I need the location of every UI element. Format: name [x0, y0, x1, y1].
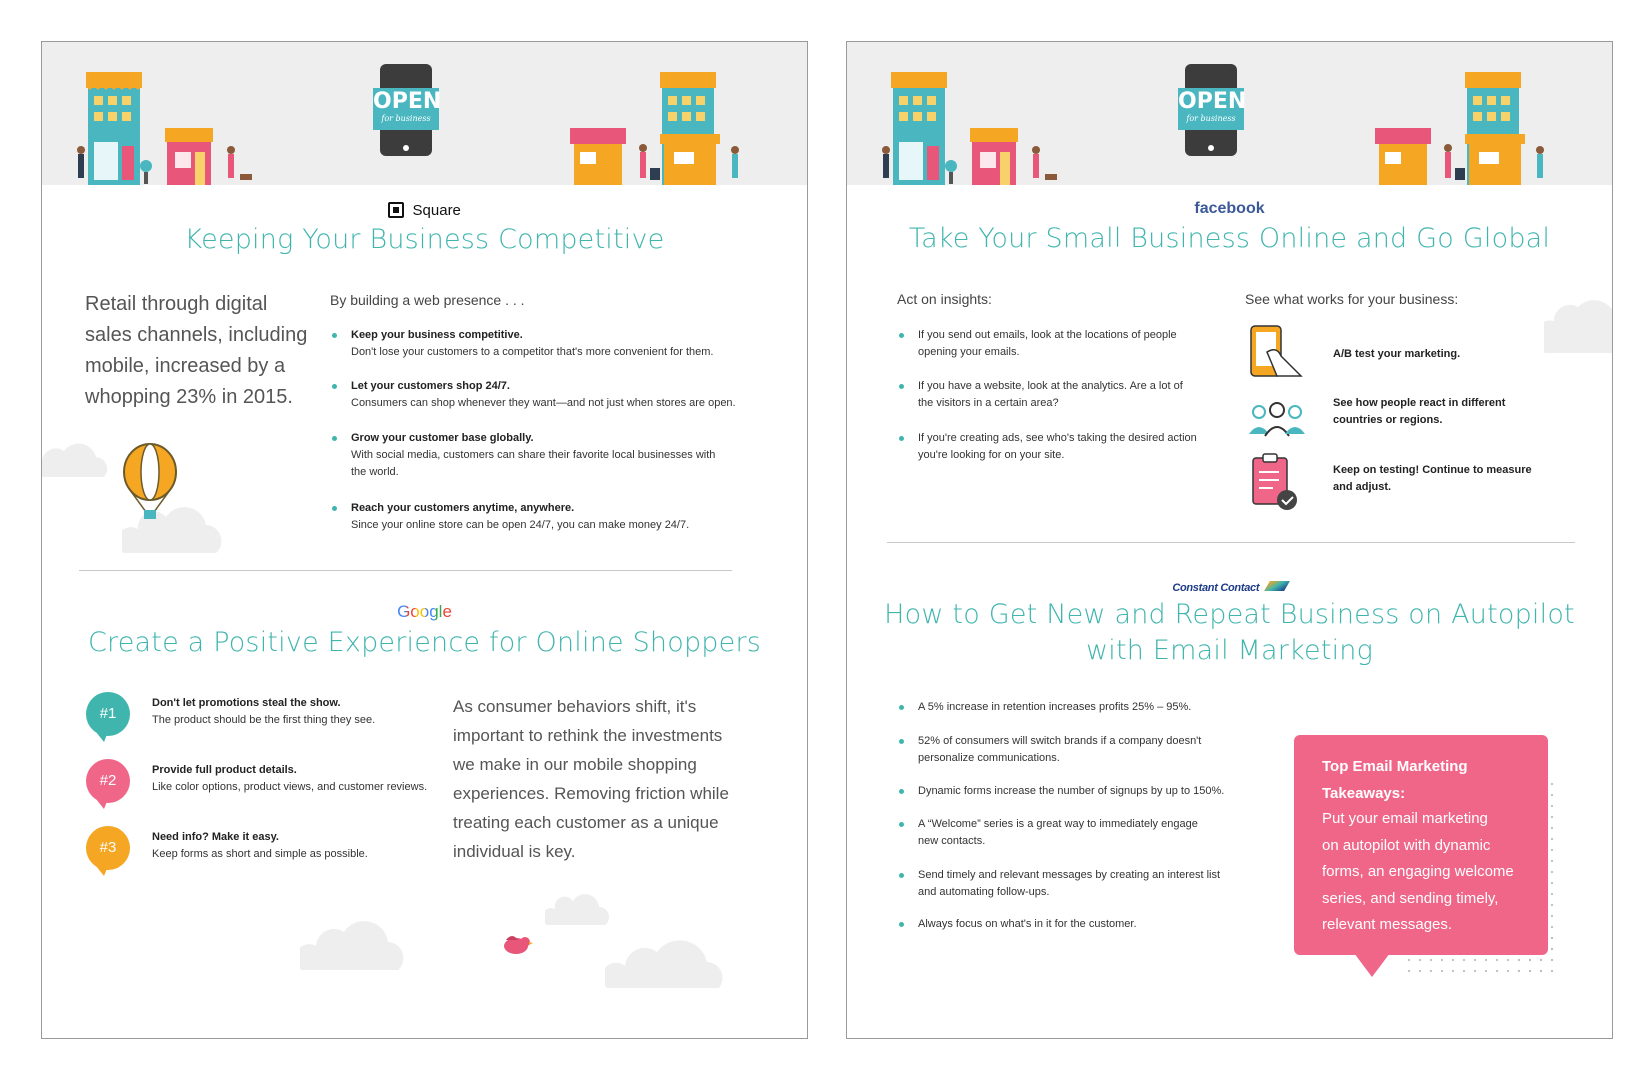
- takeaway-body-line: forms, an engaging welcome: [1322, 863, 1514, 880]
- bullet-icon: [899, 822, 904, 827]
- bullet-icon: [899, 333, 904, 338]
- item-line: Dynamic forms increase the number of signups by up to 150%.: [918, 785, 1225, 797]
- tip-badge-2: #2: [86, 759, 130, 803]
- item-line: A 5% increase in retention increases profits 25% – 95%.: [918, 701, 1192, 713]
- takeaway-body-line: on autopilot with dynamic: [1322, 836, 1491, 854]
- item-line: you're looking for on your site.: [918, 449, 1065, 461]
- item-body: Since your online store can be open 24/7, you can make money 24/7.: [351, 519, 690, 531]
- item-line: and automating follow-ups.: [918, 886, 1050, 898]
- tip-badge-3: #3: [86, 826, 130, 870]
- works-heading: See what works for your business:: [1245, 291, 1459, 307]
- item-line: Always focus on what's in it for the customer.: [918, 918, 1137, 930]
- quote-line: important to rethink the investments: [453, 726, 723, 745]
- takeaway-body-line: Put your email marketing: [1322, 810, 1488, 827]
- bird-icon: [498, 932, 534, 958]
- item-line: opening your emails.: [918, 346, 1020, 358]
- takeaway-body-line: relevant messages.: [1322, 916, 1453, 933]
- tip-head: Provide full product details.: [152, 764, 297, 776]
- bullet-icon: [899, 384, 904, 389]
- callout-tail: [1354, 953, 1390, 977]
- item-body: Consumers can shop whenever they want—and not just when stores are open.: [351, 397, 736, 409]
- cloud-icon: [545, 890, 609, 928]
- bullet-icon: [899, 705, 904, 710]
- square-lead-text: [85, 289, 325, 413]
- item-line: If you're creating ads, see who's taking the desired action: [918, 432, 1197, 444]
- bullet-icon: [332, 384, 337, 389]
- open-sign-main: OPEN: [373, 89, 442, 114]
- item-line: Send timely and relevant messages by creating an interest list: [918, 869, 1221, 881]
- swoosh-icon: [1264, 581, 1290, 591]
- tip-body: Keep forms as short and simple as possible.: [152, 848, 368, 860]
- tip-item: [152, 762, 452, 796]
- google-brand-text: Google: [397, 602, 452, 621]
- lead-line: Retail through digital: [85, 293, 268, 315]
- bullet-icon: [899, 873, 904, 878]
- takeaways-title: [1322, 753, 1532, 807]
- tip-head: Need info? Make it easy.: [152, 831, 279, 843]
- section-divider: [79, 570, 732, 571]
- facebook-section-title: Take Your Small Business Online and Go Global: [908, 223, 1551, 254]
- lead-line: whopping 23% in 2015.: [85, 386, 293, 408]
- takeaways-body: [1322, 806, 1532, 939]
- cloud-icon: [42, 432, 112, 482]
- web-presence-intro: By building a web presence . . .: [330, 292, 525, 308]
- open-sign-text: [1178, 89, 1247, 124]
- bullet-icon: [899, 436, 904, 441]
- takeaways-callout: [1294, 735, 1548, 955]
- left-page: [41, 41, 808, 1039]
- takeaway-title-line: Top Email Marketing: [1322, 758, 1468, 775]
- constant-contact-brand-text: Constant Contact: [1172, 582, 1260, 594]
- works-line: and adjust.: [1333, 481, 1392, 493]
- item-line: A “Welcome” series is a great way to immediately engage: [918, 818, 1198, 830]
- google-quote-text: [453, 692, 753, 866]
- bullet-icon: [332, 436, 337, 441]
- google-section-title: Create a Positive Experience for Online Shoppers: [87, 627, 762, 658]
- storefront-banner: [847, 42, 1612, 185]
- item-line: 52% of consumers will switch brands if a company doesn't: [918, 735, 1202, 747]
- bullet-icon: [899, 922, 904, 927]
- hot-air-balloon-icon: [122, 442, 182, 524]
- works-line: A/B test your marketing.: [1333, 348, 1461, 360]
- square-brand-text: Square: [412, 202, 461, 219]
- open-sign-main: OPEN: [1178, 89, 1247, 114]
- takeaway-body-line: series, and sending timely,: [1322, 889, 1499, 907]
- bullet-icon: [332, 333, 337, 338]
- cloud-icon: [605, 932, 723, 990]
- item-body: Don't lose your customers to a competitor that's more convenient for them.: [351, 346, 714, 358]
- open-sign-sub: for business: [381, 114, 431, 123]
- facebook-logo: facebook: [1194, 200, 1265, 217]
- square-logo: [42, 202, 807, 220]
- quote-line: individual is key.: [453, 842, 576, 861]
- works-item: [1333, 346, 1460, 363]
- bullet-icon: [899, 739, 904, 744]
- item-head: Reach your customers anytime, anywhere.: [351, 502, 575, 514]
- lead-line: mobile, increased by a: [85, 355, 286, 377]
- quote-line: As consumer behaviors shift, it's: [453, 697, 697, 716]
- tip-badge-1: #1: [86, 692, 130, 736]
- tip-body: The product should be the first thing they see.: [152, 714, 376, 726]
- works-item: [1333, 462, 1532, 496]
- quote-line: we make in our mobile shopping: [453, 755, 697, 774]
- clipboard-check-icon: [1251, 452, 1301, 512]
- quote-line: experiences. Removing friction while: [453, 784, 729, 803]
- item-line: If you send out emails, look at the locations of people: [918, 329, 1177, 341]
- takeaway-title-line: Takeaways:: [1322, 785, 1406, 802]
- right-page: [846, 41, 1613, 1039]
- phone-tap-icon: [1249, 324, 1315, 380]
- square-section-title: Keeping Your Business Competitive: [184, 224, 665, 255]
- item-line: new contacts.: [918, 835, 986, 847]
- item-body: the world.: [351, 466, 399, 478]
- bullet-icon: [332, 506, 337, 511]
- item-head: Let your customers shop 24/7.: [351, 380, 510, 392]
- constant-contact-section-title: [847, 597, 1612, 669]
- works-line: See how people react in different: [1333, 397, 1506, 409]
- cloud-icon: [1544, 297, 1613, 357]
- tip-item: [152, 695, 442, 729]
- item-head: Keep your business competitive.: [351, 329, 523, 341]
- tip-head: Don't let promotions steal the show.: [152, 697, 341, 709]
- lead-line: sales channels, including: [85, 324, 308, 346]
- constant-contact-logo: [847, 578, 1612, 596]
- quote-line: treating each customer as a unique: [453, 813, 719, 832]
- square-icon: [388, 202, 404, 218]
- open-sign-sub: for business: [1186, 114, 1236, 123]
- open-sign-text: [373, 89, 442, 124]
- section-divider: [887, 542, 1575, 543]
- title-line: How to Get New and Repeat Business on Autopilot: [884, 599, 1575, 630]
- cloud-icon: [300, 912, 404, 974]
- item-head: Grow your customer base globally.: [351, 432, 534, 444]
- item-line: personalize communications.: [918, 752, 1060, 764]
- people-icon: [1249, 400, 1305, 440]
- tip-item: [152, 829, 442, 863]
- works-line: countries or regions.: [1333, 414, 1443, 426]
- storefront-banner: [42, 42, 807, 185]
- item-line: If you have a website, look at the analytics. Are a lot of: [918, 380, 1183, 392]
- works-item: [1333, 395, 1505, 429]
- google-logo: [42, 602, 807, 622]
- title-line: with Email Marketing: [1086, 635, 1373, 666]
- bullet-icon: [899, 789, 904, 794]
- tip-body: Like color options, product views, and customer reviews.: [152, 781, 428, 793]
- works-line: Keep on testing! Continue to measure: [1333, 464, 1532, 476]
- item-line: the visitors in a certain area?: [918, 397, 1059, 409]
- item-body: With social media, customers can share their favorite local businesses with: [351, 449, 716, 461]
- insights-heading: Act on insights:: [897, 291, 992, 307]
